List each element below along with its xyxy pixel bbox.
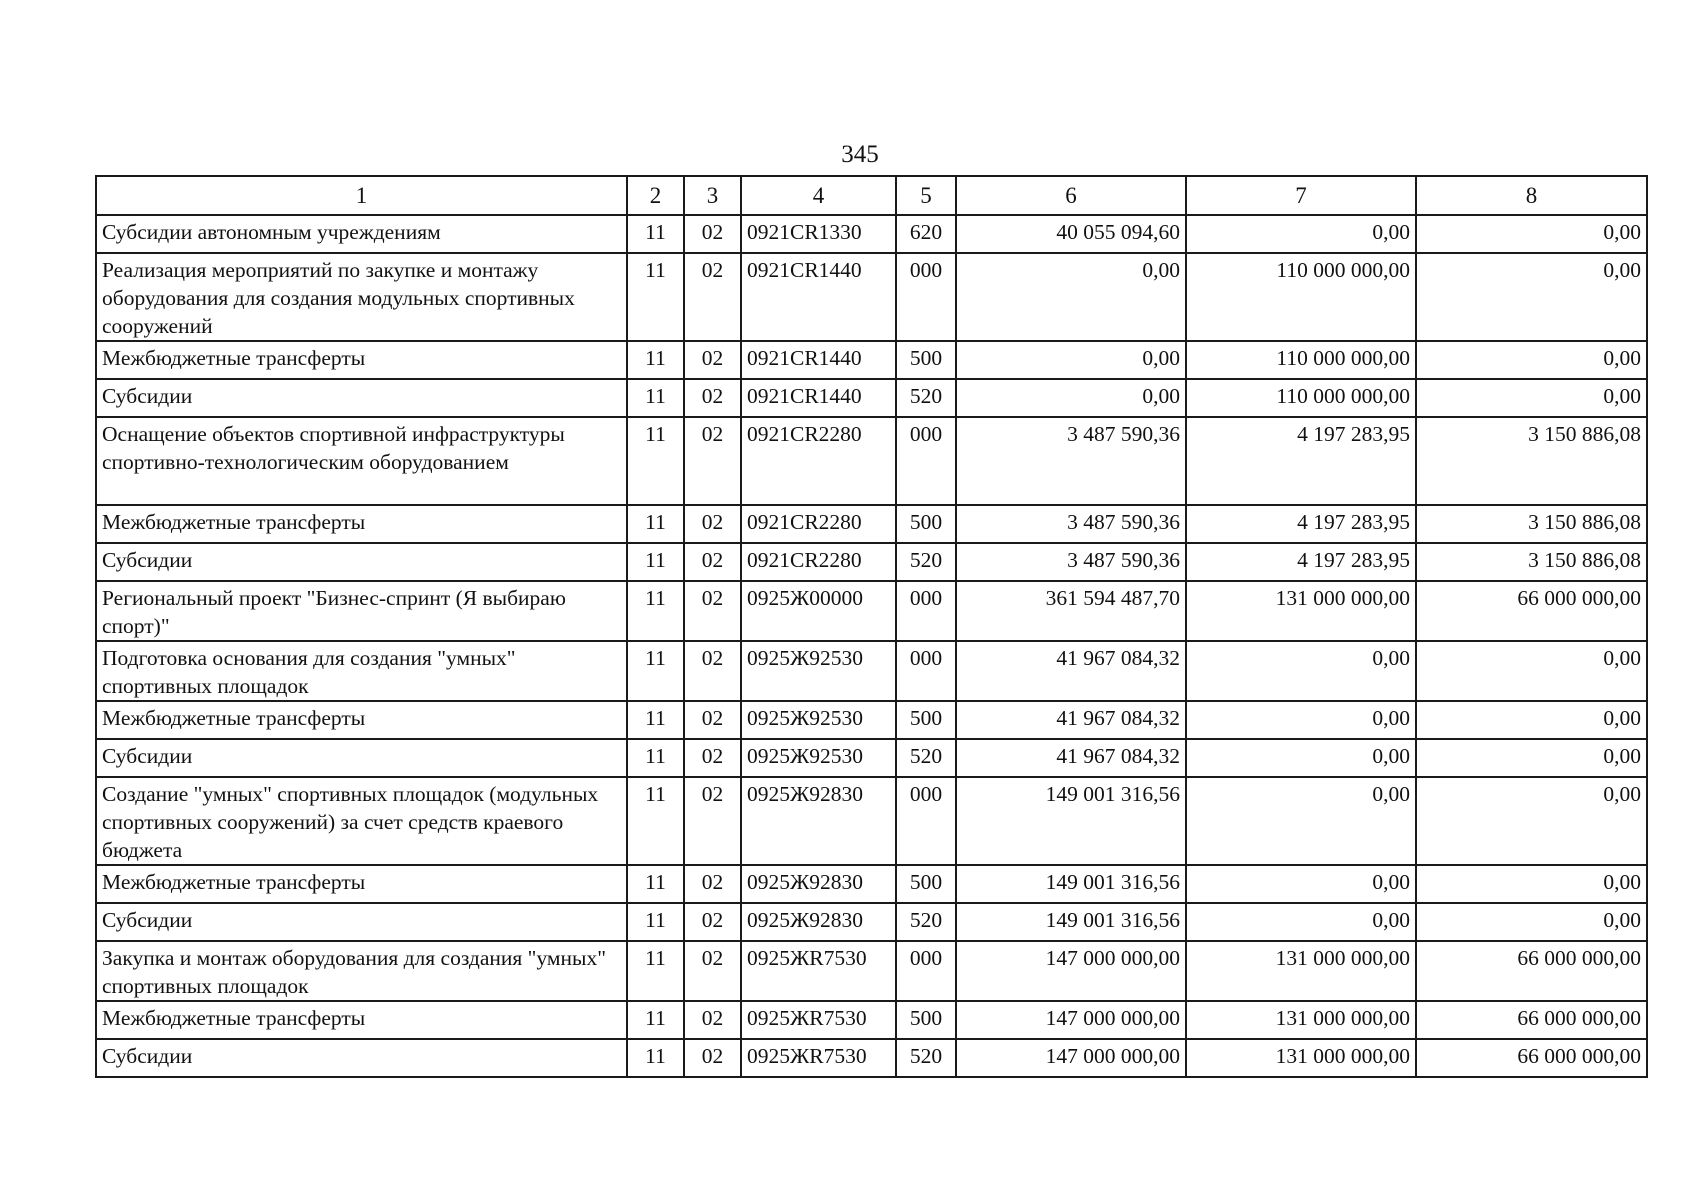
table-row bbox=[96, 543, 1647, 581]
target-code: 0925Ж92830 bbox=[741, 777, 896, 865]
row-name: Реализация мероприятий по закупке и монтажу оборудования для создания модульных спортивных сооружений bbox=[96, 253, 627, 341]
subsection-code: 02 bbox=[684, 379, 741, 417]
budget-table bbox=[95, 175, 1648, 1078]
table-row bbox=[96, 1001, 1647, 1039]
section-code: 11 bbox=[627, 543, 684, 581]
amount-col6: 3 487 590,36 bbox=[956, 543, 1186, 581]
target-code: 0925Ж92530 bbox=[741, 701, 896, 739]
amount-col7: 110 000 000,00 bbox=[1186, 253, 1416, 341]
row-name: Межбюджетные трансферты bbox=[96, 341, 627, 379]
amount-col7: 110 000 000,00 bbox=[1186, 341, 1416, 379]
amount-col6: 147 000 000,00 bbox=[956, 1039, 1186, 1077]
section-code: 11 bbox=[627, 1001, 684, 1039]
amount-col7: 131 000 000,00 bbox=[1186, 581, 1416, 641]
amount-col7: 0,00 bbox=[1186, 641, 1416, 701]
amount-col7: 4 197 283,95 bbox=[1186, 505, 1416, 543]
table-row bbox=[96, 215, 1647, 253]
expense-type-code: 500 bbox=[896, 865, 956, 903]
subsection-code: 02 bbox=[684, 701, 741, 739]
subsection-code: 02 bbox=[684, 543, 741, 581]
target-code: 0925Ж00000 bbox=[741, 581, 896, 641]
amount-col6: 40 055 094,60 bbox=[956, 215, 1186, 253]
column-header: 7 bbox=[1186, 176, 1416, 215]
amount-col8: 0,00 bbox=[1416, 641, 1647, 701]
subsection-code: 02 bbox=[684, 777, 741, 865]
column-header: 4 bbox=[741, 176, 896, 215]
amount-col6: 41 967 084,32 bbox=[956, 701, 1186, 739]
table-row bbox=[96, 417, 1647, 505]
target-code: 0925ЖR7530 bbox=[741, 1001, 896, 1039]
expense-type-code: 000 bbox=[896, 253, 956, 341]
amount-col6: 147 000 000,00 bbox=[956, 1001, 1186, 1039]
expense-type-code: 500 bbox=[896, 701, 956, 739]
expense-type-code: 000 bbox=[896, 777, 956, 865]
table-row bbox=[96, 505, 1647, 543]
target-code: 0925Ж92530 bbox=[741, 641, 896, 701]
target-code: 0921CR2280 bbox=[741, 417, 896, 505]
section-code: 11 bbox=[627, 253, 684, 341]
row-name: Подготовка основания для создания "умных" спортивных площадок bbox=[96, 641, 627, 701]
column-header: 2 bbox=[627, 176, 684, 215]
amount-col6: 147 000 000,00 bbox=[956, 941, 1186, 1001]
target-code: 0921CR1440 bbox=[741, 341, 896, 379]
row-name: Субсидии bbox=[96, 379, 627, 417]
column-header: 6 bbox=[956, 176, 1186, 215]
row-name: Межбюджетные трансферты bbox=[96, 865, 627, 903]
subsection-code: 02 bbox=[684, 641, 741, 701]
table-row bbox=[96, 777, 1647, 865]
amount-col6: 0,00 bbox=[956, 341, 1186, 379]
target-code: 0925ЖR7530 bbox=[741, 1039, 896, 1077]
table-row bbox=[96, 941, 1647, 1001]
expense-type-code: 000 bbox=[896, 641, 956, 701]
column-header: 1 bbox=[96, 176, 627, 215]
expense-type-code: 500 bbox=[896, 341, 956, 379]
section-code: 11 bbox=[627, 581, 684, 641]
amount-col6: 41 967 084,32 bbox=[956, 641, 1186, 701]
amount-col8: 0,00 bbox=[1416, 701, 1647, 739]
table-row bbox=[96, 1039, 1647, 1077]
section-code: 11 bbox=[627, 379, 684, 417]
section-code: 11 bbox=[627, 865, 684, 903]
amount-col6: 149 001 316,56 bbox=[956, 903, 1186, 941]
target-code: 0921CR1440 bbox=[741, 379, 896, 417]
subsection-code: 02 bbox=[684, 253, 741, 341]
row-name: Межбюджетные трансферты bbox=[96, 701, 627, 739]
target-code: 0921CR1330 bbox=[741, 215, 896, 253]
row-name: Субсидии автономным учреждениям bbox=[96, 215, 627, 253]
expense-type-code: 520 bbox=[896, 379, 956, 417]
amount-col6: 3 487 590,36 bbox=[956, 505, 1186, 543]
amount-col8: 0,00 bbox=[1416, 739, 1647, 777]
target-code: 0925ЖR7530 bbox=[741, 941, 896, 1001]
amount-col8: 0,00 bbox=[1416, 865, 1647, 903]
amount-col8: 66 000 000,00 bbox=[1416, 1039, 1647, 1077]
amount-col8: 66 000 000,00 bbox=[1416, 581, 1647, 641]
amount-col8: 3 150 886,08 bbox=[1416, 543, 1647, 581]
target-code: 0921CR2280 bbox=[741, 505, 896, 543]
expense-type-code: 520 bbox=[896, 903, 956, 941]
section-code: 11 bbox=[627, 701, 684, 739]
table-row bbox=[96, 903, 1647, 941]
section-code: 11 bbox=[627, 777, 684, 865]
amount-col8: 0,00 bbox=[1416, 777, 1647, 865]
row-name: Закупка и монтаж оборудования для создания "умных" спортивных площадок bbox=[96, 941, 627, 1001]
section-code: 11 bbox=[627, 903, 684, 941]
subsection-code: 02 bbox=[684, 865, 741, 903]
subsection-code: 02 bbox=[684, 1001, 741, 1039]
amount-col6: 41 967 084,32 bbox=[956, 739, 1186, 777]
target-code: 0921CR1440 bbox=[741, 253, 896, 341]
section-code: 11 bbox=[627, 341, 684, 379]
amount-col7: 0,00 bbox=[1186, 701, 1416, 739]
amount-col6: 149 001 316,56 bbox=[956, 865, 1186, 903]
header-row bbox=[96, 176, 1647, 215]
table-row bbox=[96, 641, 1647, 701]
subsection-code: 02 bbox=[684, 941, 741, 1001]
amount-col8: 0,00 bbox=[1416, 215, 1647, 253]
table-row bbox=[96, 701, 1647, 739]
table-row bbox=[96, 253, 1647, 341]
section-code: 11 bbox=[627, 417, 684, 505]
row-name: Создание "умных" спортивных площадок (модульных спортивных сооружений) за счет средств краевого бюджета bbox=[96, 777, 627, 865]
expense-type-code: 000 bbox=[896, 941, 956, 1001]
subsection-code: 02 bbox=[684, 581, 741, 641]
target-code: 0925Ж92830 bbox=[741, 903, 896, 941]
table-row bbox=[96, 379, 1647, 417]
table-row bbox=[96, 865, 1647, 903]
section-code: 11 bbox=[627, 641, 684, 701]
amount-col8: 3 150 886,08 bbox=[1416, 417, 1647, 505]
subsection-code: 02 bbox=[684, 739, 741, 777]
amount-col7: 4 197 283,95 bbox=[1186, 543, 1416, 581]
subsection-code: 02 bbox=[684, 1039, 741, 1077]
section-code: 11 bbox=[627, 1039, 684, 1077]
amount-col7: 131 000 000,00 bbox=[1186, 1001, 1416, 1039]
amount-col6: 0,00 bbox=[956, 253, 1186, 341]
amount-col8: 66 000 000,00 bbox=[1416, 1001, 1647, 1039]
amount-col6: 361 594 487,70 bbox=[956, 581, 1186, 641]
amount-col6: 3 487 590,36 bbox=[956, 417, 1186, 505]
section-code: 11 bbox=[627, 941, 684, 1001]
row-name: Субсидии bbox=[96, 543, 627, 581]
amount-col7: 131 000 000,00 bbox=[1186, 1039, 1416, 1077]
section-code: 11 bbox=[627, 739, 684, 777]
subsection-code: 02 bbox=[684, 903, 741, 941]
amount-col8: 3 150 886,08 bbox=[1416, 505, 1647, 543]
expense-type-code: 520 bbox=[896, 1039, 956, 1077]
amount-col8: 0,00 bbox=[1416, 379, 1647, 417]
expense-type-code: 520 bbox=[896, 739, 956, 777]
subsection-code: 02 bbox=[684, 215, 741, 253]
row-name: Оснащение объектов спортивной инфраструктуры спортивно-технологическим оборудованием bbox=[96, 417, 627, 505]
section-code: 11 bbox=[627, 505, 684, 543]
subsection-code: 02 bbox=[684, 341, 741, 379]
amount-col7: 131 000 000,00 bbox=[1186, 941, 1416, 1001]
expense-type-code: 000 bbox=[896, 581, 956, 641]
subsection-code: 02 bbox=[684, 505, 741, 543]
row-name: Региональный проект "Бизнес-спринт (Я выбираю спорт)" bbox=[96, 581, 627, 641]
expense-type-code: 500 bbox=[896, 505, 956, 543]
row-name: Межбюджетные трансферты bbox=[96, 1001, 627, 1039]
column-header: 8 bbox=[1416, 176, 1647, 215]
subsection-code: 02 bbox=[684, 417, 741, 505]
table-row bbox=[96, 341, 1647, 379]
column-header: 3 bbox=[684, 176, 741, 215]
page-number: 345 bbox=[841, 141, 879, 168]
row-name: Субсидии bbox=[96, 1039, 627, 1077]
amount-col8: 0,00 bbox=[1416, 903, 1647, 941]
amount-col7: 4 197 283,95 bbox=[1186, 417, 1416, 505]
target-code: 0925Ж92530 bbox=[741, 739, 896, 777]
amount-col7: 0,00 bbox=[1186, 865, 1416, 903]
amount-col7: 0,00 bbox=[1186, 739, 1416, 777]
table-row bbox=[96, 739, 1647, 777]
section-code: 11 bbox=[627, 215, 684, 253]
target-code: 0925Ж92830 bbox=[741, 865, 896, 903]
amount-col8: 66 000 000,00 bbox=[1416, 941, 1647, 1001]
amount-col7: 0,00 bbox=[1186, 777, 1416, 865]
row-name: Субсидии bbox=[96, 903, 627, 941]
column-header: 5 bbox=[896, 176, 956, 215]
expense-type-code: 620 bbox=[896, 215, 956, 253]
expense-type-code: 000 bbox=[896, 417, 956, 505]
amount-col6: 149 001 316,56 bbox=[956, 777, 1186, 865]
row-name: Субсидии bbox=[96, 739, 627, 777]
amount-col6: 0,00 bbox=[956, 379, 1186, 417]
amount-col7: 110 000 000,00 bbox=[1186, 379, 1416, 417]
amount-col8: 0,00 bbox=[1416, 253, 1647, 341]
amount-col7: 0,00 bbox=[1186, 215, 1416, 253]
expense-type-code: 500 bbox=[896, 1001, 956, 1039]
amount-col7: 0,00 bbox=[1186, 903, 1416, 941]
table-row bbox=[96, 581, 1647, 641]
expense-type-code: 520 bbox=[896, 543, 956, 581]
row-name: Межбюджетные трансферты bbox=[96, 505, 627, 543]
target-code: 0921CR2280 bbox=[741, 543, 896, 581]
amount-col8: 0,00 bbox=[1416, 341, 1647, 379]
